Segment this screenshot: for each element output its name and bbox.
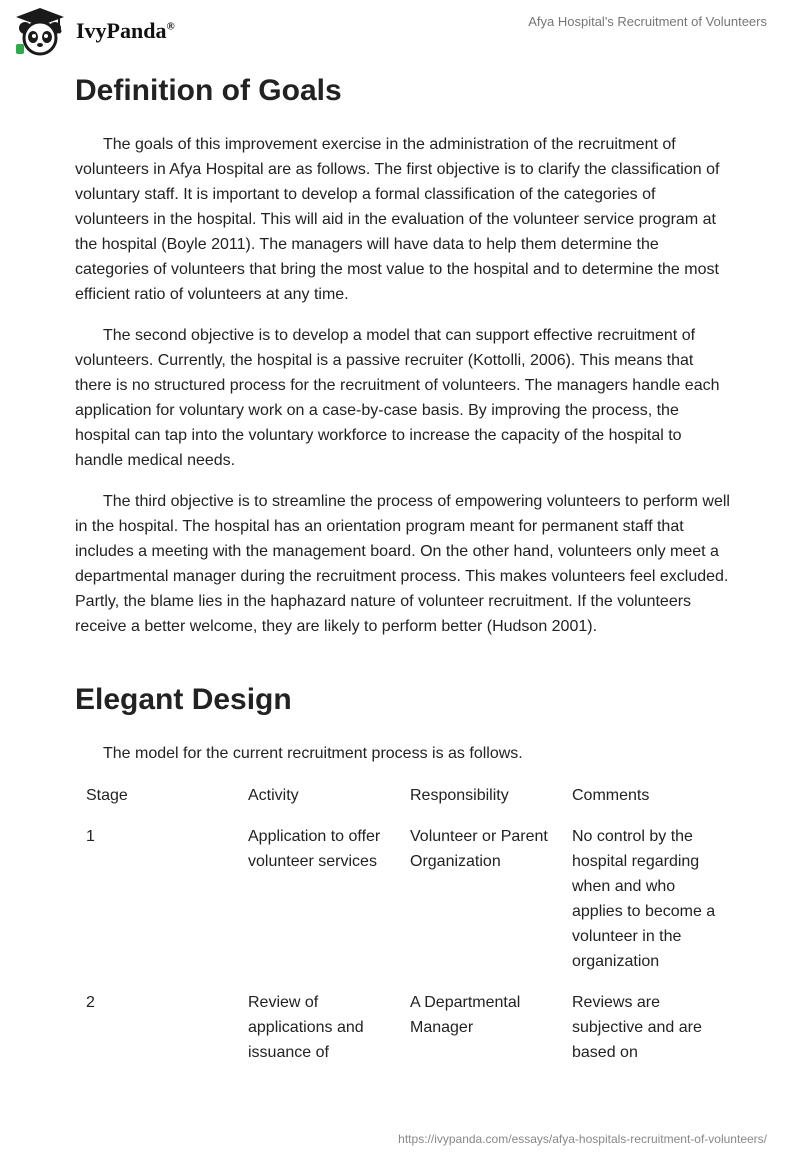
table-cell-stage: 1	[86, 828, 95, 845]
table-cell-activity: Review of applications and issuance of	[248, 994, 364, 1061]
table-header-row	[75, 783, 725, 824]
section-heading-goals: Definition of Goals	[75, 74, 342, 107]
table-row	[75, 824, 725, 990]
column-header-comments: Comments	[572, 787, 650, 804]
table-cell-responsibility: A Departmental Manager	[410, 994, 521, 1036]
registered-mark: ®	[166, 20, 175, 33]
section-heading-design: Elegant Design	[75, 683, 292, 716]
brand-logo[interactable]	[12, 6, 175, 56]
recruitment-process-table	[75, 783, 725, 1065]
document-title: Afya Hospital's Recruitment of Volunteers	[528, 14, 767, 29]
table-cell-comments: Reviews are subjective and are based on	[572, 994, 702, 1061]
goals-paragraph-2: The second objective is to develop a model that can support effective recruitment of volunteers. Currently, the hospital is a passive recruiter (Kottolli, 2006). This means that there is no structured process for the recruitment of volunteers. The managers handle each application for voluntary work on a case-by-case basis. By improving the process, the hospital can tap into the voluntary workforce to increase the capacity of the hospital to handle medical needs.	[75, 327, 720, 469]
panda-graduate-icon	[12, 6, 68, 56]
source-url-link[interactable]: https://ivypanda.com/essays/afya-hospitals-recruitment-of-volunteers/	[398, 1132, 767, 1146]
goals-paragraph-1: The goals of this improvement exercise in the administration of the recruitment of volunteers in Afya Hospital are as follows. The first objective is to clarify the classification of voluntary staff. It is important to develop a formal classification of the categories of volunteers in the hospital. This will aid in the evaluation of the volunteer service program at the hospital (Boyle 2011). The managers will have data to help them determine the categories of volunteers that bring the most value to the hospital and to determine the most efficient ratio of volunteers at any time.	[75, 136, 720, 303]
column-header-responsibility: Responsibility	[410, 787, 509, 804]
table-cell-comments: No control by the hospital regarding when and who applies to become a volunteer in the organization	[572, 828, 716, 970]
table-cell-responsibility: Volunteer or Parent Organization	[410, 828, 548, 870]
goals-paragraph-3: The third objective is to streamline the process of empowering volunteers to perform well in the hospital. The hospital has an orientation program meant for permanent staff that includes a meeting with the management board. On the other hand, volunteers only meet a departmental manager during the recruitment process. This makes volunteers feel excluded. Partly, the blame lies in the haphazard nature of volunteer recruitment. If the volunteers receive a better welcome, they are likely to perform better (Hudson 2001).	[75, 493, 730, 635]
column-header-activity: Activity	[248, 787, 299, 804]
table-cell-activity: Application to offer volunteer services	[248, 828, 381, 870]
column-header-stage: Stage	[86, 787, 128, 804]
table-row	[75, 990, 725, 1065]
design-intro: The model for the current recruitment process is as follows.	[103, 745, 523, 762]
brand-name: IvyPanda®	[76, 18, 175, 43]
table-cell-stage: 2	[86, 994, 95, 1011]
